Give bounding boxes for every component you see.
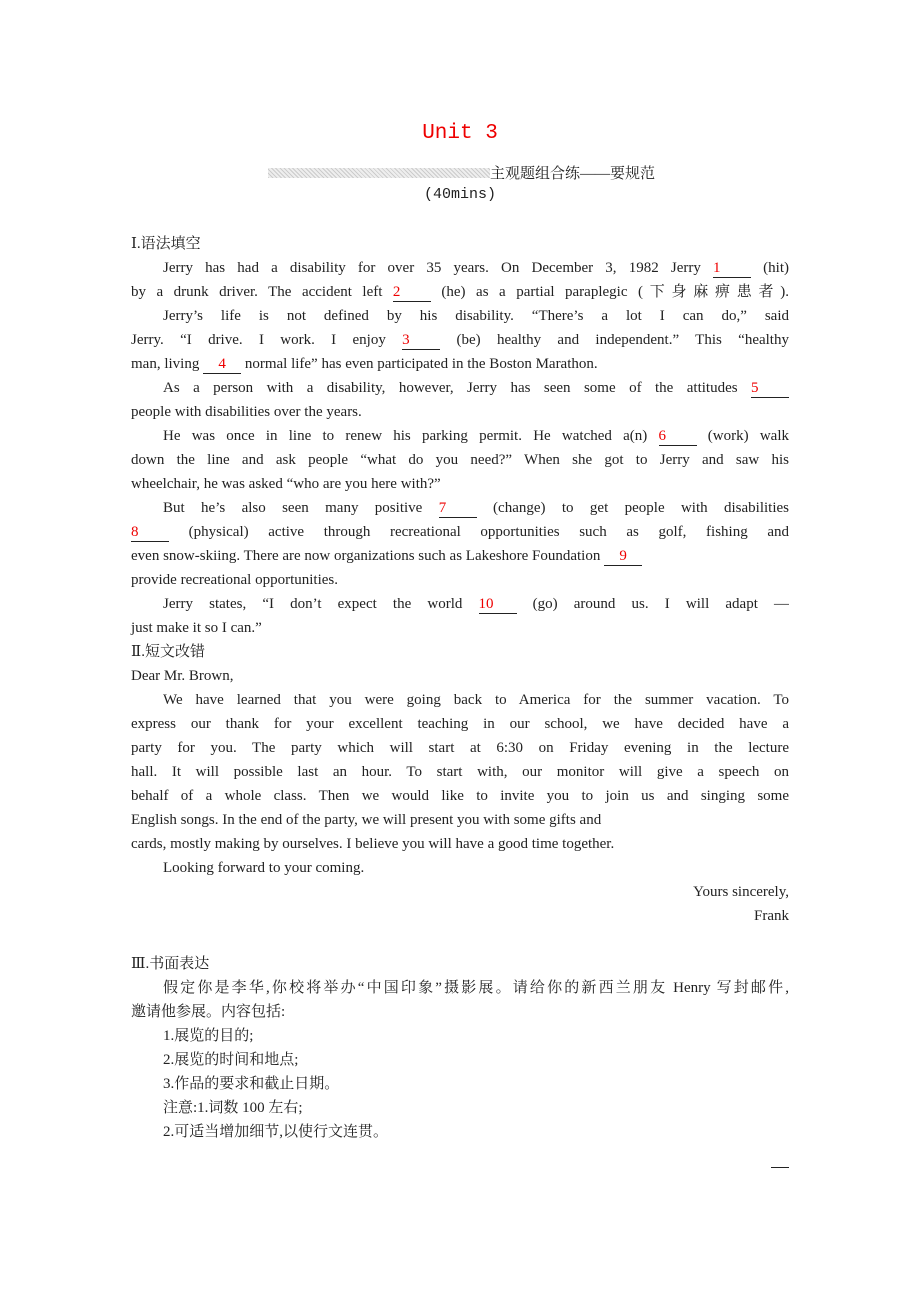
text-line [131,856,789,880]
answer-blank: 2 [393,284,431,302]
text-segment: man, living [131,356,204,372]
text-line [131,472,789,496]
text-segment: 邀请他参展。内容包括: [131,1004,286,1020]
text-segment: (hit) [751,260,789,276]
text-line [131,664,789,688]
text-segment: express our thank for your excellent teaching in our school, we have decided have a [131,716,789,732]
text-line [131,424,789,448]
text-segment: Ⅱ.短文改错 [131,644,205,660]
answer-blank: 3 [402,332,440,350]
answer-blank: 10 [479,596,517,614]
text-line [131,448,789,472]
subtitle [268,162,655,183]
text-segment: (be) healthy and independent.” This “healthy [440,332,789,348]
text-segment: normal life” has even participated in the Boston Marathon. [241,356,598,372]
text-line [131,544,789,568]
text-segment: Looking forward to your coming. [163,860,365,876]
text-line [131,760,789,784]
text-segment: Jerry’s life is not defined by his disability. “There’s a lot I can do,” said [163,308,789,324]
text-line [131,976,789,1000]
text-segment: Ⅲ.书面表达 [131,956,210,972]
text-line [131,616,789,640]
answer-blank: 7 [439,500,477,518]
text-segment: But he’s also seen many positive [163,500,439,516]
answer-blank: 6 [659,428,697,446]
text-line [131,1024,789,1048]
text-line [131,328,789,352]
text-segment: He was once in line to renew his parking permit. He watched a(n) [163,428,659,444]
text-segment: hall. It will possible last an hour. To start with, our monitor will give a speech on [131,764,789,780]
text-line [131,880,789,904]
text-segment: Jerry states, “I don’t expect the world [163,596,479,612]
text-segment: 假定你是李华,你校将举办“中国印象”摄影展。请给你的新西兰朋友 Henry 写封邮件, [163,980,789,996]
text-segment: Ⅰ.语法填空 [131,236,201,252]
text-segment: 1.展览的目的; [163,1028,254,1044]
text-segment: 注意:1.词数 100 左右; [163,1100,303,1116]
text-line [131,952,789,976]
text-segment: (go) around us. I will adapt — [516,596,789,612]
text-segment: cards, mostly making by ourselves. I believe you will have a good time together. [131,836,615,852]
text-segment: (he) as a partial paraplegic (下身麻痹患者). [430,284,789,300]
text-segment: (physical) active through recreational opportunities such as golf, fishing and [169,524,789,540]
text-segment: (work) walk [696,428,789,444]
text-line [131,784,789,808]
text-line [131,1048,789,1072]
answer-blank: 8 [131,524,169,542]
text-line [131,712,789,736]
text-segment: party for you. The party which will start at 6:30 on Friday evening in the lecture [131,740,789,756]
text-line [131,352,789,376]
text-segment: 2.可适当增加细节,以使行文连贯。 [163,1124,389,1140]
text-line [131,1000,789,1024]
text-line [131,280,789,304]
text-segment: down the line and ask people “what do you need?” When she got to Jerry and saw his [131,452,789,468]
text-line [131,256,789,280]
text-line [131,400,789,424]
text-segment: Dear Mr. Brown, [131,668,234,684]
text-line [131,904,789,928]
text-segment: Yours sincerely, [693,884,789,900]
text-segment: people with disabilities over the years. [131,404,362,420]
text-segment: 2.展览的时间和地点; [163,1052,299,1068]
text-segment: Jerry. “I drive. I work. I enjoy [131,332,403,348]
text-line [131,640,789,664]
page-footer-dash [771,1167,789,1168]
document-body [131,232,789,1144]
answer-blank: 9 [604,548,642,566]
text-line [131,1096,789,1120]
text-segment: (change) to get people with disabilities [476,500,789,516]
text-segment: We have learned that you were going back to America for the summer vacation. To [163,692,789,708]
answer-blank: 5 [751,380,789,398]
text-segment: even snow-skiing. There are now organizations such as Lakeshore Foundation [131,548,605,564]
text-segment: wheelchair, he was asked “who are you here with?” [131,476,441,492]
text-segment: Frank [754,908,789,924]
text-segment: Jerry has had a disability for over 35 years. On December 3, 1982 Jerry [163,260,714,276]
text-line [131,496,789,520]
hatch-decoration [268,168,490,178]
text-segment: just make it so I can.” [131,620,262,636]
text-line [131,808,789,832]
text-segment: English songs. In the end of the party, we will present you with some gifts and [131,812,602,828]
text-segment: provide recreational opportunities. [131,572,339,588]
text-line [131,304,789,328]
text-line [131,232,789,256]
text-line [131,520,789,544]
subtitle-text: 主观题组合练——要规范 [490,166,656,182]
text-line [131,736,789,760]
text-line [131,1072,789,1096]
text-line [131,376,789,400]
unit-title: Unit 3 [422,122,498,145]
text-segment: 3.作品的要求和截止日期。 [163,1076,340,1092]
text-line [131,1120,789,1144]
answer-blank: 1 [713,260,751,278]
text-segment: behalf of a whole class. Then we would like to invite you to join us and singing some [131,788,789,804]
duration: (40mins) [423,186,496,203]
text-line [131,568,789,592]
text-line [131,832,789,856]
text-segment: by a drunk driver. The accident left [131,284,393,300]
text-segment: As a person with a disability, however, Jerry has seen some of the attitudes [163,380,751,396]
text-line [131,688,789,712]
answer-blank: 4 [203,356,241,374]
text-line [131,592,789,616]
